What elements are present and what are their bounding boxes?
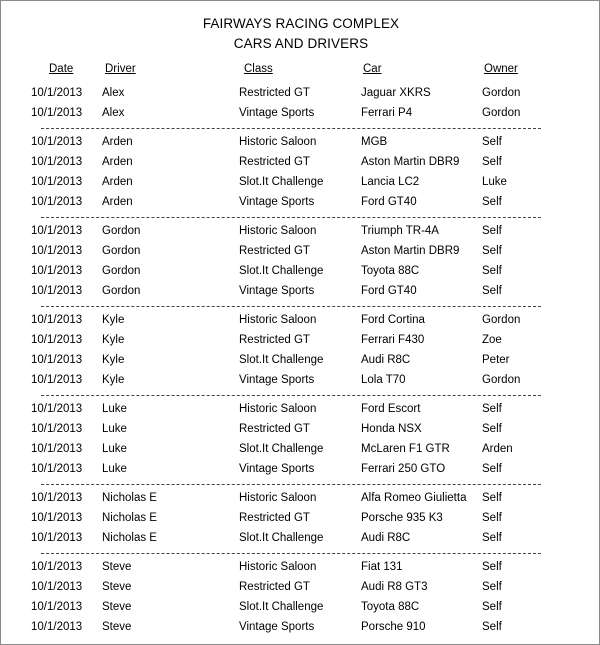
- driver-table: [1, 85, 600, 639]
- class-cell: Slot.It Challenge: [239, 601, 324, 613]
- driver-cell: Nicholas E: [102, 532, 157, 544]
- class-cell: Restricted GT: [239, 156, 310, 168]
- driver-cell: Steve: [102, 621, 132, 633]
- owner-cell: Gordon: [482, 107, 521, 119]
- owner-cell: Self: [482, 196, 502, 208]
- date-cell: 10/1/2013: [31, 463, 83, 475]
- table-row: [1, 599, 600, 619]
- date-cell: 10/1/2013: [31, 423, 83, 435]
- car-cell: Ferrari 250 GTO: [361, 463, 446, 475]
- table-row: [1, 223, 600, 243]
- owner-cell: Self: [482, 512, 502, 524]
- date-cell: 10/1/2013: [31, 354, 83, 366]
- date-cell: 10/1/2013: [31, 176, 83, 188]
- car-cell: Fiat 131: [361, 561, 403, 573]
- driver-cell: Gordon: [102, 245, 141, 257]
- table-row: [1, 490, 600, 510]
- owner-cell: Self: [482, 225, 502, 237]
- driver-cell: Steve: [102, 581, 132, 593]
- table-row: [1, 559, 600, 579]
- class-cell: Restricted GT: [239, 581, 310, 593]
- date-cell: 10/1/2013: [31, 285, 83, 297]
- table-row: [1, 352, 600, 372]
- class-cell: Slot.It Challenge: [239, 532, 324, 544]
- car-cell: Ferrari P4: [361, 107, 413, 119]
- table-row: [1, 243, 600, 263]
- owner-cell: Self: [482, 581, 502, 593]
- class-cell: Vintage Sports: [239, 463, 315, 475]
- owner-cell: Self: [482, 492, 502, 504]
- driver-cell: Arden: [102, 156, 133, 168]
- car-cell: Triumph TR-4A: [361, 225, 439, 237]
- column-header-date: Date: [49, 63, 74, 75]
- class-cell: Restricted GT: [239, 334, 310, 346]
- date-cell: 10/1/2013: [31, 512, 83, 524]
- driver-cell: Kyle: [102, 374, 125, 386]
- class-cell: Historic Saloon: [239, 492, 317, 504]
- class-cell: Restricted GT: [239, 512, 310, 524]
- car-cell: Ford Escort: [361, 403, 421, 415]
- date-cell: 10/1/2013: [31, 621, 83, 633]
- driver-cell: Gordon: [102, 265, 141, 277]
- driver-cell: Kyle: [102, 334, 125, 346]
- class-cell: Slot.It Challenge: [239, 265, 324, 277]
- car-cell: Porsche 935 K3: [361, 512, 443, 524]
- driver-cell: Arden: [102, 196, 133, 208]
- driver-cell: Arden: [102, 176, 133, 188]
- table-row: [1, 461, 600, 481]
- owner-cell: Gordon: [482, 374, 521, 386]
- driver-cell: Luke: [102, 443, 127, 455]
- date-cell: 10/1/2013: [31, 443, 83, 455]
- owner-cell: Self: [482, 156, 502, 168]
- group-divider: [1, 214, 600, 223]
- car-cell: McLaren F1 GTR: [361, 443, 450, 455]
- car-cell: MGB: [361, 136, 388, 148]
- driver-cell: Nicholas E: [102, 492, 157, 504]
- car-cell: Jaguar XKRS: [361, 87, 431, 99]
- date-cell: 10/1/2013: [31, 245, 83, 257]
- group-divider: [1, 550, 600, 559]
- car-cell: Honda NSX: [361, 423, 422, 435]
- owner-cell: Self: [482, 423, 502, 435]
- class-cell: Vintage Sports: [239, 285, 315, 297]
- driver-group: [1, 312, 600, 392]
- owner-cell: Gordon: [482, 314, 521, 326]
- date-cell: 10/1/2013: [31, 374, 83, 386]
- date-cell: 10/1/2013: [31, 265, 83, 277]
- car-cell: Audi R8 GT3: [361, 581, 428, 593]
- table-row: [1, 283, 600, 303]
- table-row: [1, 134, 600, 154]
- owner-cell: Self: [482, 621, 502, 633]
- class-cell: Vintage Sports: [239, 374, 315, 386]
- table-row: [1, 619, 600, 639]
- table-row: [1, 530, 600, 550]
- car-cell: Lola T70: [361, 374, 406, 386]
- driver-cell: Alex: [102, 87, 125, 99]
- class-cell: Vintage Sports: [239, 196, 315, 208]
- car-cell: Aston Martin DBR9: [361, 245, 460, 257]
- driver-cell: Gordon: [102, 225, 141, 237]
- driver-cell: Kyle: [102, 314, 125, 326]
- table-row: [1, 263, 600, 283]
- owner-cell: Arden: [482, 443, 513, 455]
- driver-cell: Luke: [102, 423, 127, 435]
- class-cell: Slot.It Challenge: [239, 443, 324, 455]
- column-header-owner: Owner: [484, 63, 518, 75]
- table-row: [1, 441, 600, 461]
- table-row: [1, 332, 600, 352]
- owner-cell: Luke: [482, 176, 507, 188]
- table-row: [1, 579, 600, 599]
- class-cell: Slot.It Challenge: [239, 354, 324, 366]
- group-divider: [1, 125, 600, 134]
- owner-cell: Self: [482, 601, 502, 613]
- driver-cell: Steve: [102, 561, 132, 573]
- car-cell: Ford Cortina: [361, 314, 425, 326]
- date-cell: 10/1/2013: [31, 225, 83, 237]
- driver-cell: Nicholas E: [102, 512, 157, 524]
- date-cell: 10/1/2013: [31, 334, 83, 346]
- owner-cell: Self: [482, 245, 502, 257]
- car-cell: Aston Martin DBR9: [361, 156, 460, 168]
- car-cell: Audi R8C: [361, 532, 411, 544]
- date-cell: 10/1/2013: [31, 314, 83, 326]
- owner-cell: Self: [482, 403, 502, 415]
- driver-cell: Luke: [102, 403, 127, 415]
- column-header-driver: Driver: [105, 63, 136, 75]
- table-row: [1, 401, 600, 421]
- driver-cell: Arden: [102, 136, 133, 148]
- date-cell: 10/1/2013: [31, 561, 83, 573]
- date-cell: 10/1/2013: [31, 196, 83, 208]
- owner-cell: Self: [482, 265, 502, 277]
- date-cell: 10/1/2013: [31, 492, 83, 504]
- date-cell: 10/1/2013: [31, 581, 83, 593]
- column-header-row: [1, 63, 600, 79]
- owner-cell: Self: [482, 463, 502, 475]
- table-row: [1, 174, 600, 194]
- car-cell: Ford GT40: [361, 196, 417, 208]
- date-cell: 10/1/2013: [31, 107, 83, 119]
- date-cell: 10/1/2013: [31, 87, 83, 99]
- table-row: [1, 85, 600, 105]
- group-divider: [1, 303, 600, 312]
- owner-cell: Self: [482, 136, 502, 148]
- car-cell: Toyota 88C: [361, 265, 420, 277]
- table-row: [1, 105, 600, 125]
- owner-cell: Self: [482, 285, 502, 297]
- driver-group: [1, 134, 600, 214]
- class-cell: Vintage Sports: [239, 107, 315, 119]
- table-row: [1, 154, 600, 174]
- driver-cell: Kyle: [102, 354, 125, 366]
- car-cell: Audi R8C: [361, 354, 411, 366]
- class-cell: Restricted GT: [239, 423, 310, 435]
- date-cell: 10/1/2013: [31, 403, 83, 415]
- table-row: [1, 194, 600, 214]
- date-cell: 10/1/2013: [31, 156, 83, 168]
- owner-cell: Gordon: [482, 87, 521, 99]
- class-cell: Historic Saloon: [239, 314, 317, 326]
- class-cell: Historic Saloon: [239, 561, 317, 573]
- owner-cell: Self: [482, 532, 502, 544]
- owner-cell: Peter: [482, 354, 510, 366]
- document-subtitle: CARS AND DRIVERS: [233, 36, 369, 51]
- date-cell: 10/1/2013: [31, 532, 83, 544]
- group-divider: [1, 481, 600, 490]
- class-cell: Historic Saloon: [239, 403, 317, 415]
- column-header-class: Class: [244, 63, 273, 75]
- date-cell: 10/1/2013: [31, 136, 83, 148]
- driver-group: [1, 85, 600, 125]
- table-row: [1, 372, 600, 392]
- driver-group: [1, 559, 600, 639]
- car-cell: Lancia LC2: [361, 176, 420, 188]
- column-header-car: Car: [363, 63, 382, 75]
- class-cell: Restricted GT: [239, 87, 310, 99]
- table-row: [1, 510, 600, 530]
- driver-cell: Luke: [102, 463, 127, 475]
- table-row: [1, 421, 600, 441]
- document-title: FAIRWAYS RACING COMPLEX: [202, 16, 400, 31]
- car-cell: Alfa Romeo Giulietta: [361, 492, 467, 504]
- car-cell: Ferrari F430: [361, 334, 425, 346]
- class-cell: Historic Saloon: [239, 136, 317, 148]
- class-cell: Historic Saloon: [239, 225, 317, 237]
- class-cell: Slot.It Challenge: [239, 176, 324, 188]
- car-cell: Ford GT40: [361, 285, 417, 297]
- driver-cell: Gordon: [102, 285, 141, 297]
- car-cell: Toyota 88C: [361, 601, 420, 613]
- group-divider: [1, 392, 600, 401]
- date-cell: 10/1/2013: [31, 601, 83, 613]
- class-cell: Vintage Sports: [239, 621, 315, 633]
- class-cell: Restricted GT: [239, 245, 310, 257]
- owner-cell: Zoe: [482, 334, 502, 346]
- driver-group: [1, 490, 600, 550]
- car-cell: Porsche 910: [361, 621, 426, 633]
- owner-cell: Self: [482, 561, 502, 573]
- driver-group: [1, 223, 600, 303]
- table-row: [1, 312, 600, 332]
- driver-cell: Steve: [102, 601, 132, 613]
- driver-cell: Alex: [102, 107, 125, 119]
- driver-group: [1, 401, 600, 481]
